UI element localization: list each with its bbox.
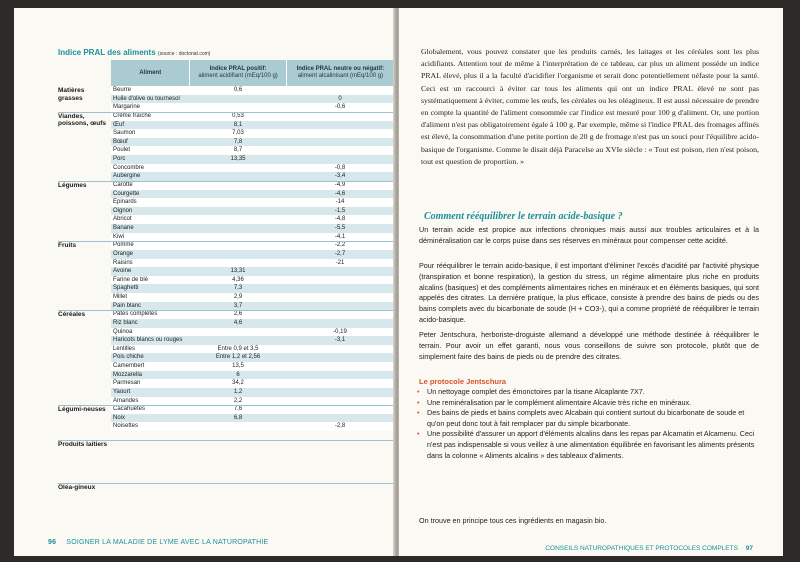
alkaline-value-cell (286, 138, 394, 147)
acid-value-cell: 2,9 (190, 293, 286, 302)
alkaline-value-cell: -3,1 (286, 336, 394, 345)
acid-value-cell (190, 233, 286, 242)
food-cell: Millet (111, 293, 190, 302)
alkaline-value-cell: -4,8 (286, 215, 394, 224)
acid-value-cell (190, 224, 286, 233)
food-cell: Margarine (111, 103, 190, 112)
acid-value-cell: 7,03 (190, 129, 286, 138)
acid-value-cell (190, 215, 286, 224)
section-heading: Comment rééquilibrer le terrain acide-basique ? (424, 211, 623, 222)
alkaline-value-cell (286, 319, 394, 328)
food-cell: Pois chiche (111, 353, 190, 362)
acid-value-cell: 13,35 (190, 155, 286, 164)
acid-value-cell: 7,8 (190, 138, 286, 147)
acid-value-cell (190, 336, 286, 345)
alkaline-value-cell (286, 129, 394, 138)
alkaline-value-cell: -3,4 (286, 172, 394, 181)
running-title-right: CONSEILS NATUROPATHIQUES ET PROTOCOLES COMPLETS (545, 545, 738, 552)
closing-line: On trouve en principe tous ces ingrédients en magasin bio. (419, 516, 607, 525)
alkaline-value-cell (286, 405, 394, 414)
alkaline-value-cell (286, 310, 394, 319)
alkaline-value-cell (286, 302, 394, 311)
table-row (58, 319, 394, 328)
food-cell: Oignon (111, 207, 190, 216)
food-cell: Yaourt (111, 388, 190, 397)
group-label: Matières grasses (58, 87, 85, 102)
food-cell: Abricot (111, 215, 190, 224)
acid-value-cell (190, 250, 286, 259)
acid-value-cell: 3,7 (190, 302, 286, 311)
food-cell: Beurre (111, 86, 190, 95)
col-acid-header: Indice PRAL positif: aliment acidifiant (mEq/100 g) (190, 60, 286, 86)
group-label: Légumes (58, 181, 87, 189)
acid-value-cell (190, 95, 286, 104)
food-cell: Pâtes complètes (111, 310, 190, 319)
table-row (58, 345, 394, 354)
alkaline-value-cell: -0,6 (286, 103, 394, 112)
group-separator (58, 440, 394, 441)
paragraph-2: Pour rééquilibrer le terrain acido-basique, il est important d'éliminer l'excès d'acidité par l'activité physique (transpiration et bonne respiration), la gestion du stress, un régime alimentaire plus riche en produits alcalins (basiques) et des compléments alimentaires riches en minéraux et en éléments basiques, qui sont appelés des citrates. La dernière pratique, la plus efficace, consiste à prendre des bains de pieds ou des bains complets avec du bicarbonate de soude (H + CO3-), qui a comme propriété de rééquilibrer le terrain acido-basique. (419, 261, 759, 324)
alkaline-value-cell (286, 345, 394, 354)
alkaline-value-cell: -2,7 (286, 250, 394, 259)
group-separator (58, 310, 394, 311)
group-label: Viandes, poissons, œufs (58, 112, 107, 128)
food-cell: Quinoa (111, 328, 190, 337)
alkaline-value-cell: -4,9 (286, 181, 394, 190)
table-row (58, 138, 394, 147)
table-row (58, 215, 394, 224)
food-cell: Mozzarella (111, 371, 190, 380)
food-cell: Poulet (111, 146, 190, 155)
alkaline-value-cell: -4,6 (286, 190, 394, 199)
alkaline-value-cell (286, 86, 394, 95)
acid-value-cell: 13,5 (190, 362, 286, 371)
table-row (58, 397, 394, 406)
food-cell: Orange (111, 250, 190, 259)
acid-value-cell: 4,6 (190, 319, 286, 328)
food-cell: Spaghetti (111, 284, 190, 293)
protocol-item: • Un nettoyage complet des émonctoires par la tisane Alcaplante 7X7. (417, 387, 757, 398)
food-cell: Concombre (111, 164, 190, 173)
acid-value-cell: 0,53 (190, 112, 286, 121)
food-cell: Banane (111, 224, 190, 233)
alkaline-value-cell (286, 267, 394, 276)
food-cell: Courgette (111, 190, 190, 199)
group-separator (58, 241, 394, 242)
acid-value-cell: 2,2 (190, 397, 286, 406)
food-cell: Kiwi (111, 233, 190, 242)
alkaline-value-cell: 0 (286, 95, 394, 104)
table-row (58, 172, 394, 181)
alkaline-value-cell: -0,8 (286, 164, 394, 173)
acid-value-cell: 6,8 (190, 414, 286, 423)
food-cell: Raisins (111, 259, 190, 268)
food-cell: Parmesan (111, 379, 190, 388)
table-row (58, 190, 394, 199)
protocol-item: • Une possibilité d'assurer un apport d'éléments alcalins dans les repas par Alcamatin et Alcamenu. Ceci n'est pas indispensable si vous veillez à une alimentation équilibrée en favorisant les aliments présents dans la colonne « Aliments alcalins » des tableaux d'aliments. (417, 429, 757, 461)
acid-value-cell: 34,2 (190, 379, 286, 388)
acid-value-cell: 7,3 (190, 284, 286, 293)
food-cell: Avoine (111, 267, 190, 276)
alkaline-value-cell (286, 379, 394, 388)
alkaline-value-cell (286, 397, 394, 406)
acid-value-cell: 1,2 (190, 388, 286, 397)
table-row (58, 129, 394, 138)
food-cell: Crème fraîche (111, 112, 190, 121)
table-row (58, 250, 394, 259)
table-row (58, 198, 394, 207)
acid-value-cell: 4,36 (190, 276, 286, 285)
alkaline-value-cell: -21 (286, 259, 394, 268)
food-cell: Cacahuètes (111, 405, 190, 414)
alkaline-value-cell: -4,1 (286, 233, 394, 242)
group-label: Oléa-gineux (58, 483, 96, 491)
acid-value-cell: 6 (190, 371, 286, 380)
acid-value-cell (190, 422, 286, 431)
table-row (58, 379, 394, 388)
table-title: Indice PRAL des aliments (source : doctonat.com) (58, 48, 211, 57)
paragraph-1: Un terrain acide est propice aux infections chroniques mais aussi aux troubles articulaires et à la déminéralisation car le corps puise dans ses réserves en minéraux pour compenser cette acidité. (419, 225, 759, 245)
alkaline-value-cell (286, 293, 394, 302)
food-cell: Pomme (111, 241, 190, 250)
table-header (111, 60, 394, 86)
acid-value-cell: 8,7 (190, 146, 286, 155)
food-cell: Aubergine (111, 172, 190, 181)
acid-value-cell (190, 181, 286, 190)
alkaline-value-cell: -0,19 (286, 328, 394, 337)
acid-value-cell (190, 172, 286, 181)
paragraph-3: Peter Jentschura, herboriste-droguiste allemand a développé une méthode destinée à rééquilibrer le terrain. Pour avoir un effet garanti, nous vous conseillons de suivre son protocole, plutôt que de simplement faire des bains de pieds ou de prendre des citrates. (419, 330, 759, 361)
group-label: Céréales (58, 311, 86, 319)
acid-value-cell (190, 241, 286, 250)
food-cell: Farine de blé (111, 276, 190, 285)
food-cell: Noix (111, 414, 190, 423)
running-title-left: SOIGNER LA MALADIE DE LYME AVEC LA NATUROPATHIE (66, 539, 269, 546)
food-cell: Épinards (111, 198, 190, 207)
alkaline-value-cell: -2,8 (286, 422, 394, 431)
food-cell: Porc (111, 155, 190, 164)
group-label: Produits laitiers (58, 440, 108, 448)
acid-value-cell: Entre 0,9 et 3,5 (190, 345, 286, 354)
alkaline-value-cell (286, 276, 394, 285)
table-row (58, 267, 394, 276)
food-cell: Huile d'olive ou tournesol (111, 95, 190, 104)
protocol-list (417, 387, 757, 461)
food-cell: Camembert (111, 362, 190, 371)
left-footer (48, 539, 268, 546)
alkaline-value-cell (286, 362, 394, 371)
protocol-item: • Une reminéralisation par le complément alimentaire Alcavie très riche en minéraux. (417, 398, 757, 409)
acid-value-cell (190, 198, 286, 207)
alkaline-value-cell (286, 371, 394, 380)
group-separator (58, 405, 394, 406)
alkaline-value-cell (286, 121, 394, 130)
acid-value-cell: 2,6 (190, 310, 286, 319)
intro-paragraph: Globalement, vous pouvez constater que les produits carnés, les laitages et les céréales sont les plus acidifiants. Attention tout de même à l'interprétation de ce tableau, car plus un aliment possède un indice PRAL élevé, plus il a la faculté d'acidifier l'organisme et serait donc potentiellement néfaste pour la santé. Ceci est un raccourci à éviter car tous les aliments qui ont un indice PRAL élevé ne sont pas systématiquement à éviter, comme les œufs, les céréales ou les oléagineux. Il est aussi nécessaire de prendre en compte la quantité de l'aliment consommée car l'indice est mesuré pour 100 g d'aliment. Or, une portion d'aliment n'est pas obligatoirement égale à 100 g. Par exemple, même si l'indice PRAL des fromages affinés est élevé, la consommation d'une petite portion de 20 g de fromage n'est pas un souci pour l'équilibre acido-basique de l'organisme. Comme le disait déjà Paracelse au XVIe siècle : « Tout est poison, rien n'est poison, tout est question de proportion. » (421, 47, 759, 166)
alkaline-value-cell (286, 414, 394, 423)
table-row (58, 103, 394, 112)
col-alkaline-header: Indice PRAL neutre ou négatif: aliment alcalinisant (mEq/100 g) (296, 66, 385, 79)
page-number-right: 97 (745, 545, 753, 552)
acid-value-cell: 0,6 (190, 86, 286, 95)
table-row (58, 259, 394, 268)
table-row (58, 207, 394, 216)
table-row (58, 422, 394, 431)
table-row (58, 371, 394, 380)
food-cell: Pain blanc (111, 302, 190, 311)
alkaline-value-cell (286, 155, 394, 164)
table-body (58, 86, 394, 431)
table-row (58, 328, 394, 337)
table-row (58, 353, 394, 362)
table-row (58, 164, 394, 173)
alkaline-value-cell (286, 388, 394, 397)
alkaline-value-cell: -14 (286, 198, 394, 207)
table-row (58, 388, 394, 397)
alkaline-value-cell: -5,5 (286, 224, 394, 233)
left-page (14, 8, 395, 556)
food-cell: Bœuf (111, 138, 190, 147)
table-row (58, 302, 394, 311)
group-separator (58, 181, 394, 182)
group-label: Fruits (58, 242, 77, 250)
group-separator (58, 112, 394, 113)
table-row (58, 146, 394, 155)
table-row (58, 414, 394, 423)
food-cell: Œuf (111, 121, 190, 130)
acid-value-cell: 13,31 (190, 267, 286, 276)
acid-value-cell (190, 328, 286, 337)
table-row (58, 362, 394, 371)
food-cell: Lentilles (111, 345, 190, 354)
acid-value-cell: 8,1 (190, 121, 286, 130)
group-label: Légumi-neuses (58, 406, 106, 414)
table-source: (source : doctonat.com) (157, 51, 211, 57)
alkaline-value-cell (286, 284, 394, 293)
alkaline-value-cell: -2,2 (286, 241, 394, 250)
acid-value-cell (190, 164, 286, 173)
table-row (58, 336, 394, 345)
acid-value-cell (190, 190, 286, 199)
right-page (399, 8, 783, 556)
food-cell: Saumon (111, 129, 190, 138)
page-number-left: 96 (48, 539, 57, 546)
food-cell: Carotte (111, 181, 190, 190)
table-row (58, 233, 394, 242)
subheading: Le protocole Jentschura (419, 377, 507, 386)
right-footer (545, 545, 753, 552)
alkaline-value-cell (286, 353, 394, 362)
table-row (58, 284, 394, 293)
alkaline-value-cell (286, 112, 394, 121)
col-food-header: Aliment (111, 60, 190, 86)
protocol-item: • Des bains de pieds et bains complets avec Alcabain qui contient surtout du bicarbonate de soude et qu'on peut donc tout à fait remplacer par du simple bicarbonate. (417, 408, 757, 429)
acid-value-cell (190, 103, 286, 112)
acid-value-cell (190, 207, 286, 216)
table-row (58, 155, 394, 164)
food-cell: Noisettes (111, 422, 190, 431)
acid-value-cell (190, 259, 286, 268)
alkaline-value-cell: -1,5 (286, 207, 394, 216)
alkaline-value-cell (286, 146, 394, 155)
food-cell: Haricots blancs ou rouges (111, 336, 190, 345)
food-cell: Riz blanc (111, 319, 190, 328)
food-cell: Amandes (111, 397, 190, 406)
acid-value-cell: Entre 1,2 et 2,56 (190, 353, 286, 362)
group-separator (58, 483, 394, 484)
table-row (58, 293, 394, 302)
table-row (58, 276, 394, 285)
table-row (58, 224, 394, 233)
acid-value-cell: 7,6 (190, 405, 286, 414)
